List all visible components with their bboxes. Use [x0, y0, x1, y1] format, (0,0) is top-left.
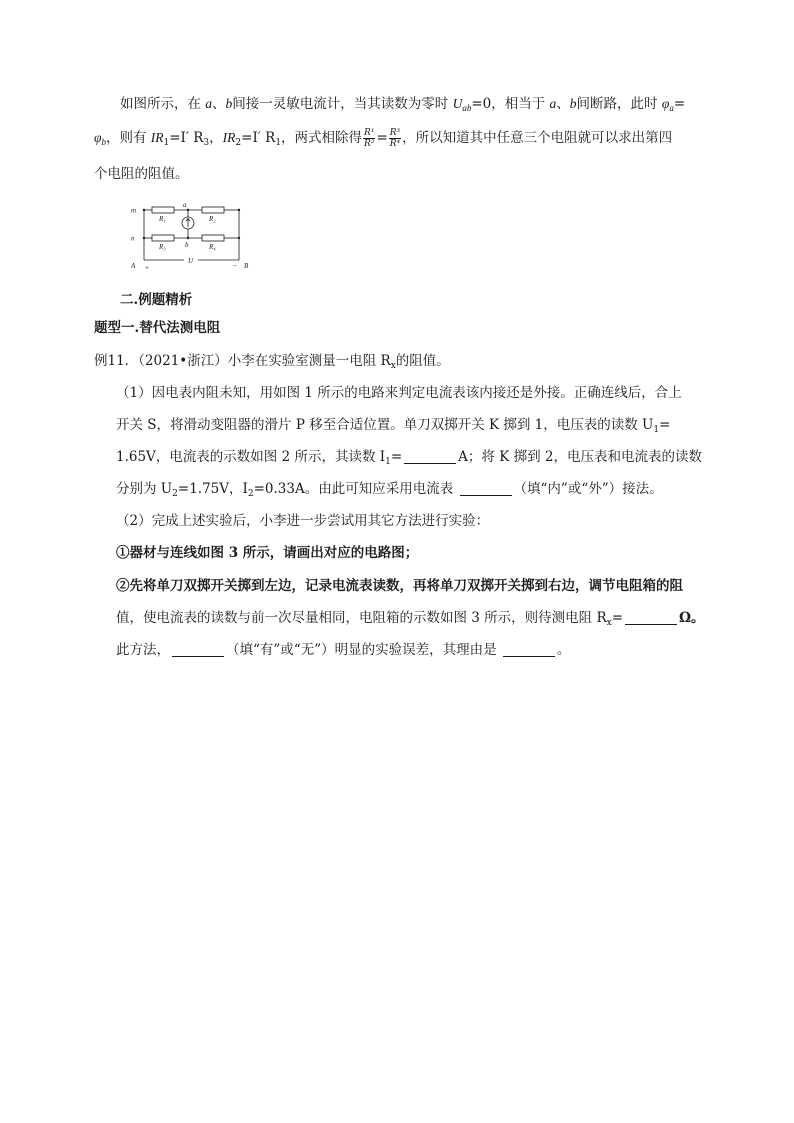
label-node-b: b [185, 241, 189, 249]
answer-blank-connection[interactable] [460, 481, 512, 496]
sub-1: 1 [385, 457, 391, 467]
intro-line-2 [94, 128, 672, 149]
var-phi: φ [661, 96, 670, 111]
fraction-numerator: R³ [389, 128, 401, 138]
part2-line-3 [116, 576, 683, 596]
example-text: （填“有”或“无”）明显的实验误差，其理由是 [226, 642, 501, 658]
label-m: m [131, 206, 137, 215]
equals-sign: = [659, 417, 671, 433]
var-b: b [569, 96, 577, 111]
intro-text: 个电阻的阻值。 [94, 166, 189, 182]
var-u: U [452, 96, 463, 111]
part2-line-5 [116, 640, 570, 660]
eq-ir: IR [150, 130, 164, 145]
fraction-left [363, 128, 375, 149]
sub-2: 2 [172, 489, 178, 499]
label-terminal-b: B [244, 262, 249, 270]
bridge-circuit-diagram [128, 198, 254, 274]
equals-sign: = [611, 610, 624, 626]
sub-x: x [390, 361, 396, 371]
example-text: 。 [556, 642, 571, 658]
intro-line-1 [120, 94, 685, 114]
example-text: ②先将单刀双掷开关掷到左边，记录电流表读数，再将单刀双掷开关掷到右边，调节电阻箱的阻 [116, 578, 683, 594]
sub-1: 1 [163, 138, 170, 148]
intro-text: 、 [212, 96, 226, 112]
part2-line-4 [116, 608, 705, 628]
example-text: 开关 S，将滑动变阻器的滑片 P 移至合适位置。单刀双掷开关 K 掷到 1，电压表的读数 U [116, 417, 654, 433]
sub-ab: ab [462, 103, 472, 113]
fraction-numerator: R¹ [364, 128, 375, 138]
intro-text: ，两式相除得 [281, 130, 363, 146]
label-node-a: a [183, 201, 187, 209]
intro-text: 间接一灵敏电流计，当其读数为零时 [232, 96, 453, 112]
part1-line-1: （1）因电表内阻未知，用如图 1 所示的电路来判定电流表该内接还是外接。正确连线后，合上 [116, 385, 682, 401]
fraction-right [389, 128, 401, 149]
intro-text: 如图所示，在 [120, 96, 206, 112]
var-a: a [549, 96, 557, 111]
part1-line-4 [116, 479, 663, 499]
label-minus: − [233, 262, 237, 270]
fraction-denominator: R² [364, 139, 375, 149]
resistor-r1 [152, 207, 174, 213]
example-text: 例11．（2021•浙江）小李在实验室测量一电阻 R [94, 353, 391, 369]
sub-1: 1 [653, 425, 660, 435]
type-title: 题型一.替代法测电阻 [94, 320, 221, 336]
example-text: =0.33A。由此可知应采用电流表 [253, 481, 458, 497]
sub-2: 2 [247, 489, 254, 499]
galvanometer-icon [182, 217, 194, 229]
example-text: =1.75V，I [177, 481, 248, 497]
intro-text: 间断路，此时 [576, 96, 662, 112]
answer-blank-resistance[interactable] [625, 610, 677, 625]
intro-text: ，则有 [105, 130, 151, 146]
answer-blank-error[interactable] [172, 642, 224, 657]
example-text: 1.65V，电流表的示数如图 2 所示，其读数 I [116, 449, 386, 465]
label-r3: R₃ [159, 243, 166, 251]
label-u: U [188, 257, 194, 265]
resistor-r3 [152, 235, 174, 241]
part2-line-1: （2）完成上述实验后，小李进一步尝试用其它方法进行实验： [116, 513, 490, 529]
sub-1: 1 [275, 138, 282, 148]
sub-a: a [669, 103, 674, 113]
var-b: b [225, 96, 233, 111]
part1-line-3 [116, 447, 702, 467]
sub-2: 2 [235, 138, 242, 148]
sub-x: x [606, 618, 612, 628]
equals-sign: = [673, 96, 686, 112]
equals-sign: = [376, 130, 388, 146]
example-text: （填“内”或“外”）接法。 [513, 481, 663, 497]
intro-text: 、 [556, 96, 570, 112]
intro-text: ， [209, 130, 223, 146]
eq-ir: =I′ R [241, 130, 276, 146]
example-text: A；将 K 掷到 2，电压表和电流表的读数 [458, 449, 702, 465]
example-text: 此方法， [116, 642, 170, 658]
section-title: 二.例题精析 [120, 292, 193, 308]
part1-line-2 [116, 415, 670, 435]
eq-ir: =I′ R [169, 130, 204, 146]
resistor-r4 [202, 235, 224, 241]
sub-b: b [101, 137, 106, 147]
sub-3: 3 [203, 138, 210, 148]
example-text: 值，使电流表的读数与前一次尽量相同，电阻箱的示数如图 3 所示，则待测电阻 R [116, 610, 607, 626]
intro-text: ，所以知道其中任意三个电阻就可以求出第四 [402, 130, 673, 146]
example-heading [94, 351, 450, 371]
label-r4: R₄ [209, 243, 216, 251]
resistor-r2 [202, 207, 224, 213]
label-r2: R₂ [209, 215, 216, 223]
fraction-denominator: R⁴ [389, 139, 401, 149]
intro-text: =0，相当于 [471, 96, 550, 112]
answer-blank-reason[interactable] [503, 642, 555, 657]
part2-line-2: ①器材与连线如图 3 所示，请画出对应的电路图； [116, 545, 419, 561]
intro-line-3 [94, 164, 189, 184]
example-text: 的阻值。 [395, 353, 450, 369]
var-phi: φ [94, 130, 102, 145]
label-plus: + [145, 264, 149, 272]
label-n: n [131, 234, 135, 243]
label-r1: R₁ [159, 215, 166, 223]
answer-blank-current[interactable] [404, 449, 456, 464]
label-terminal-a: A [131, 262, 136, 270]
example-text: 分别为 U [116, 481, 173, 497]
equals-sign: = [390, 449, 403, 465]
var-a: a [205, 96, 213, 111]
ohm-unit: Ω。 [679, 610, 705, 626]
eq-ir: IR [222, 130, 236, 145]
